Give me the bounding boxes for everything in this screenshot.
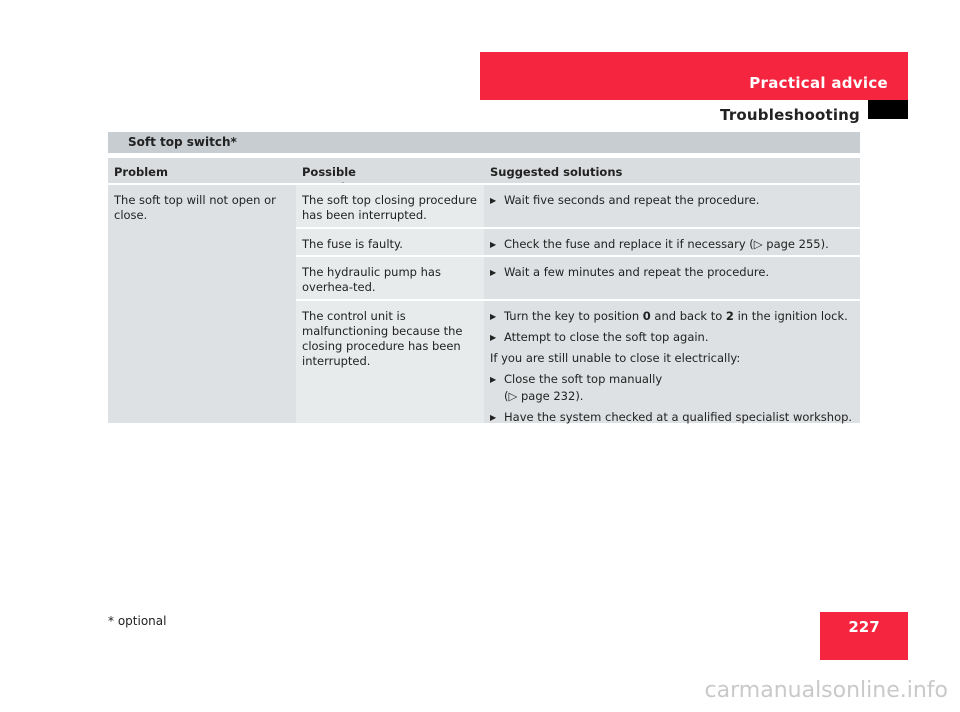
thumb-tab xyxy=(868,100,908,119)
cause-cell: The fuse is faulty. xyxy=(296,229,484,255)
solution-step xyxy=(490,265,854,280)
cause-cell: The soft top closing procedure has been interrupted. xyxy=(296,185,484,227)
arrow-bullet-icon: ▶ xyxy=(490,375,497,384)
arrow-bullet-icon: ▶ xyxy=(490,240,497,249)
solution-note: If you are still unable to close it electrically: xyxy=(490,351,741,365)
step-text xyxy=(504,309,848,324)
column-header-cause: Possible xyxy=(296,158,484,183)
solution-step xyxy=(490,410,854,425)
cause-cell: The control unit is malfunctioning because the closing procedure has been interrupted. xyxy=(296,301,484,423)
column-header-problem: Problem xyxy=(108,158,296,183)
solution-step xyxy=(490,309,854,324)
step-text: Close the soft top manually xyxy=(504,372,663,386)
step-text: Wait a few minutes and repeat the procedure. xyxy=(504,265,770,279)
footnote: * optional xyxy=(108,614,167,628)
header-band xyxy=(480,52,908,100)
step-text-part: in the ignition lock. xyxy=(733,309,848,323)
table-row xyxy=(296,227,860,255)
page-number-box xyxy=(820,612,908,660)
solution-cell xyxy=(484,301,860,423)
step-text: Wait five seconds and repeat the procedure. xyxy=(504,193,760,207)
solution-step xyxy=(490,372,854,387)
troubleshooting-table xyxy=(108,158,860,423)
step-text: Have the system checked at a qualified specialist workshop. xyxy=(504,410,853,424)
table-row xyxy=(296,299,860,423)
table-row xyxy=(296,255,860,299)
key-position-0: 0 xyxy=(642,309,651,323)
arrow-bullet-icon: ▶ xyxy=(490,312,497,321)
solution-cell xyxy=(484,229,860,255)
arrow-bullet-icon: ▶ xyxy=(490,333,497,342)
table-body xyxy=(108,183,860,423)
table-title-bar xyxy=(108,132,860,153)
cause-cell: The hydraulic pump has overhea-ted. xyxy=(296,257,484,299)
problem-cell: The soft top will not open or close. xyxy=(108,183,296,423)
table-row xyxy=(296,183,860,227)
section-label: Practical advice xyxy=(749,74,888,92)
arrow-bullet-icon: ▶ xyxy=(490,413,497,422)
arrow-bullet-icon: ▶ xyxy=(490,196,497,205)
solution-cell xyxy=(484,185,860,227)
table-header-row xyxy=(108,158,860,183)
column-header-solutions: Suggested solutions xyxy=(484,158,860,183)
page-reference: (▷ page 232). xyxy=(504,389,584,403)
arrow-bullet-icon: ▶ xyxy=(490,268,497,277)
solution-cell xyxy=(484,257,860,299)
solution-step xyxy=(490,330,854,345)
step-text: Check the fuse and replace it if necessary (▷ page 255). xyxy=(504,237,829,251)
key-position-2: 2 xyxy=(725,309,734,323)
page-subheading: Troubleshooting xyxy=(720,106,860,124)
step-text-part: and back to xyxy=(650,309,726,323)
step-text: Attempt to close the soft top again. xyxy=(504,330,709,344)
solution-step xyxy=(490,237,854,252)
step-text-part: Turn the key to position xyxy=(504,309,643,323)
table-title: Soft top switch* xyxy=(128,135,237,149)
solution-step xyxy=(490,193,854,208)
page-number: 227 xyxy=(848,618,880,636)
cause-solution-column xyxy=(296,183,860,423)
watermark: carmanualsonline.info xyxy=(704,678,948,703)
